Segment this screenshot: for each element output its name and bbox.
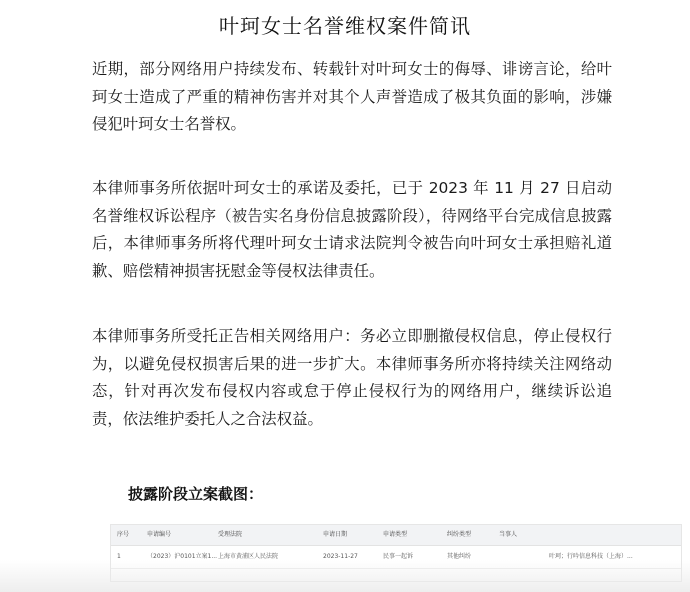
cell-application-number: （2023）沪0101立案1... — [147, 553, 218, 560]
header-parties: 当事人 — [499, 531, 518, 538]
bottom-fade-overlay — [0, 560, 690, 592]
table-header-row — [111, 525, 681, 546]
cell-court: 上海市黄浦区人民法院 — [218, 553, 279, 560]
header-index: 序号 — [117, 531, 130, 538]
paragraph-3: 本律师事务所受托正告相关网络用户：务必立即删撤侵权信息，停止侵权行为，以避免侵权损害后果的进一步扩大。本律师事务所亦将持续关注网络动态，针对再次发布侵权内容或怠于停止侵权行为的网络用户，继续诉讼追责，依法维护委托人之合法权益。 — [92, 327, 612, 428]
cell-application-type: 民事一起诉 — [383, 553, 414, 560]
header-application-number: 申请编号 — [147, 531, 172, 538]
paragraph-1: 近期，部分网络用户持续发布、转载针对叶珂女士的侮辱、诽谤言论，给叶珂女士造成了严重的精神伤害并对其个人声誉造成了极其负面的影响，涉嫌侵犯叶珂女士名誉权。 — [92, 60, 612, 133]
header-application-type: 申请类型 — [383, 531, 408, 538]
screenshot-caption: 披露阶段立案截图： — [128, 485, 264, 503]
document-title: 叶珂女士名誉维权案件简讯 — [219, 14, 471, 38]
cell-index: 1 — [117, 553, 121, 560]
paragraph-2: 本律师事务所依据叶珂女士的承诺及委托，已于 2023 年 11 月 27 日启动名誉维权诉讼程序（被告实名身份信息披露阶段），待网络平台完成信息披露后，本律师事务所将代理叶珂女士请求法院判令被告向叶珂女士承担赔礼道歉、赔偿精神损害抚慰金等侵权法律责任。 — [92, 179, 612, 280]
cell-application-date: 2023-11-27 — [323, 553, 358, 560]
cell-parties: 叶珂；行吟信息科技（上海）... — [549, 553, 633, 560]
header-dispute-type: 纠纷类型 — [447, 531, 472, 538]
header-application-date: 申请日期 — [323, 531, 348, 538]
cell-dispute-type: 其他纠纷 — [447, 553, 472, 560]
header-court: 受理法院 — [218, 531, 243, 538]
